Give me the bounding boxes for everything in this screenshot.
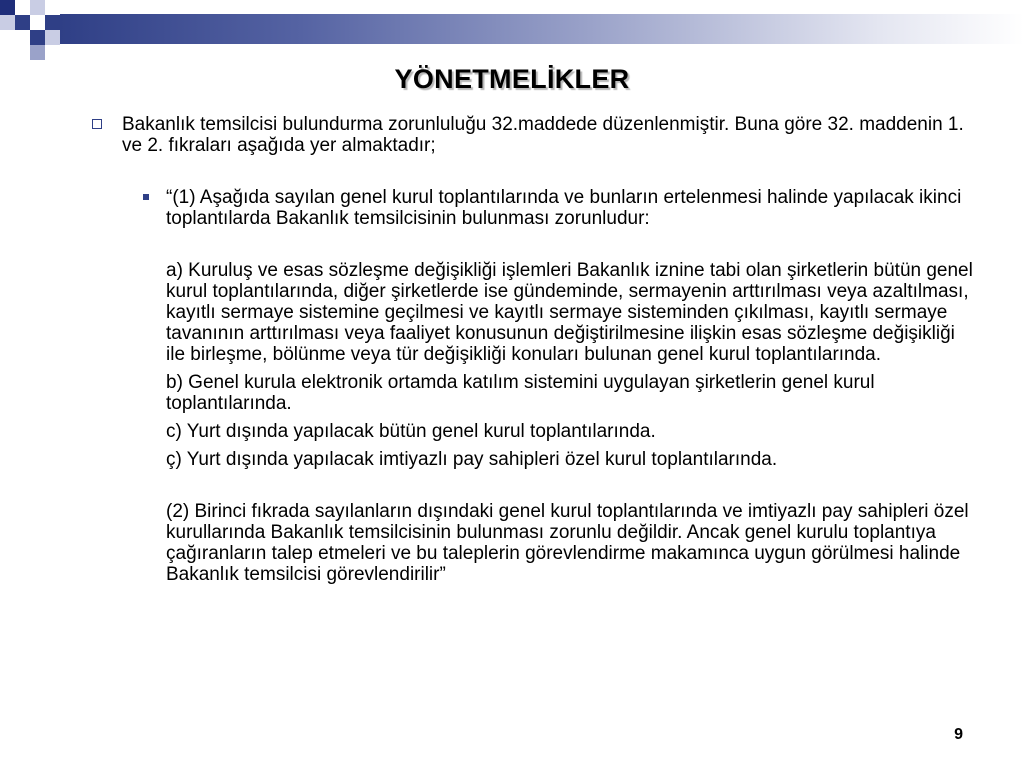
intro-text: Bakanlık temsilcisi bulundurma zorunluluğu 32.maddede düzenlenmiştir. Buna göre 32. maddenin 1. ve 2. fıkraları aşağıda yer almaktadır; xyxy=(122,114,964,156)
header-square-icon xyxy=(45,30,60,45)
header-gradient-bar xyxy=(60,14,1024,44)
sub-item-c xyxy=(166,421,976,442)
header-square-icon xyxy=(15,15,30,30)
header-square-icon xyxy=(30,45,45,60)
header-square-icon xyxy=(0,0,15,15)
quote-paragraph-1 xyxy=(166,187,976,229)
header-square-icon xyxy=(15,0,30,15)
slide-content xyxy=(0,114,1024,585)
header-square-icon xyxy=(15,30,30,45)
sub-item-c-cedilla xyxy=(166,449,976,470)
header-square-icon xyxy=(30,0,45,15)
header-square-icon xyxy=(45,15,60,30)
sub-item-b-text: b) Genel kurula elektronik ortamda katılım sistemini uygulayan şirketlerin genel kurul toplantılarında. xyxy=(166,372,875,414)
page-number: 9 xyxy=(954,726,963,743)
intro-paragraph xyxy=(122,114,972,156)
slide-title: YÖNETMELİKLER xyxy=(394,64,630,94)
header-square-icon xyxy=(30,30,45,45)
hollow-square-icon xyxy=(92,119,102,129)
quote-item-2-text: (2) Birinci fıkrada sayılanların dışındaki genel kurul toplantılarında ve imtiyazlı pay sahipleri özel kurullarında Bakanlık temsilcisinin bulunması zorunlu değildir. Ancak genel kurulu toplantıya çağıranların talep etmeleri ve bu taleplerin görevlendirme makamınca uygun görülmesi halinde Bakanlık temsilcisi görevlendirilir” xyxy=(166,501,969,585)
quote-item-1-text: “(1) Aşağıda sayılan genel kurul toplantılarında ve bunların ertelenmesi halinde yapılacak ikinci toplantılarda Bakanlık temsilcisinin bulunması zorunludur: xyxy=(166,187,962,229)
sub-item-b xyxy=(166,372,976,414)
sub-item-a xyxy=(166,260,976,365)
header-square-icon xyxy=(45,0,60,15)
header-square-icon xyxy=(0,15,15,30)
sub-item-a-text: a) Kuruluş ve esas sözleşme değişikliği işlemleri Bakanlık iznine tabi olan şirketlerin bütün genel kurul toplantılarında, diğer şirketlerde ise gündeminde, sermayenin arttırılması veya azaltılması, kayıtlı sermaye sistemine geçilmesi ve kayıtlı sermaye sisteminden çıkılması, kayıtlı sermaye tavanının arttırılması veya faaliyet konusunun değiştirilmesine ilişkin esas sözleşme değişikliği ile birleşme, bölünme veya tür değişikliği konuları bulunan genel kurul toplantılarında. xyxy=(166,260,973,365)
filled-square-icon xyxy=(143,194,149,200)
quote-paragraph-2 xyxy=(166,501,976,585)
sub-item-c-cedilla-text: ç) Yurt dışında yapılacak imtiyazlı pay sahipleri özel kurul toplantılarında. xyxy=(166,449,778,470)
header-square-icon xyxy=(30,15,45,30)
sub-item-c-text: c) Yurt dışında yapılacak bütün genel kurul toplantılarında. xyxy=(166,421,656,442)
